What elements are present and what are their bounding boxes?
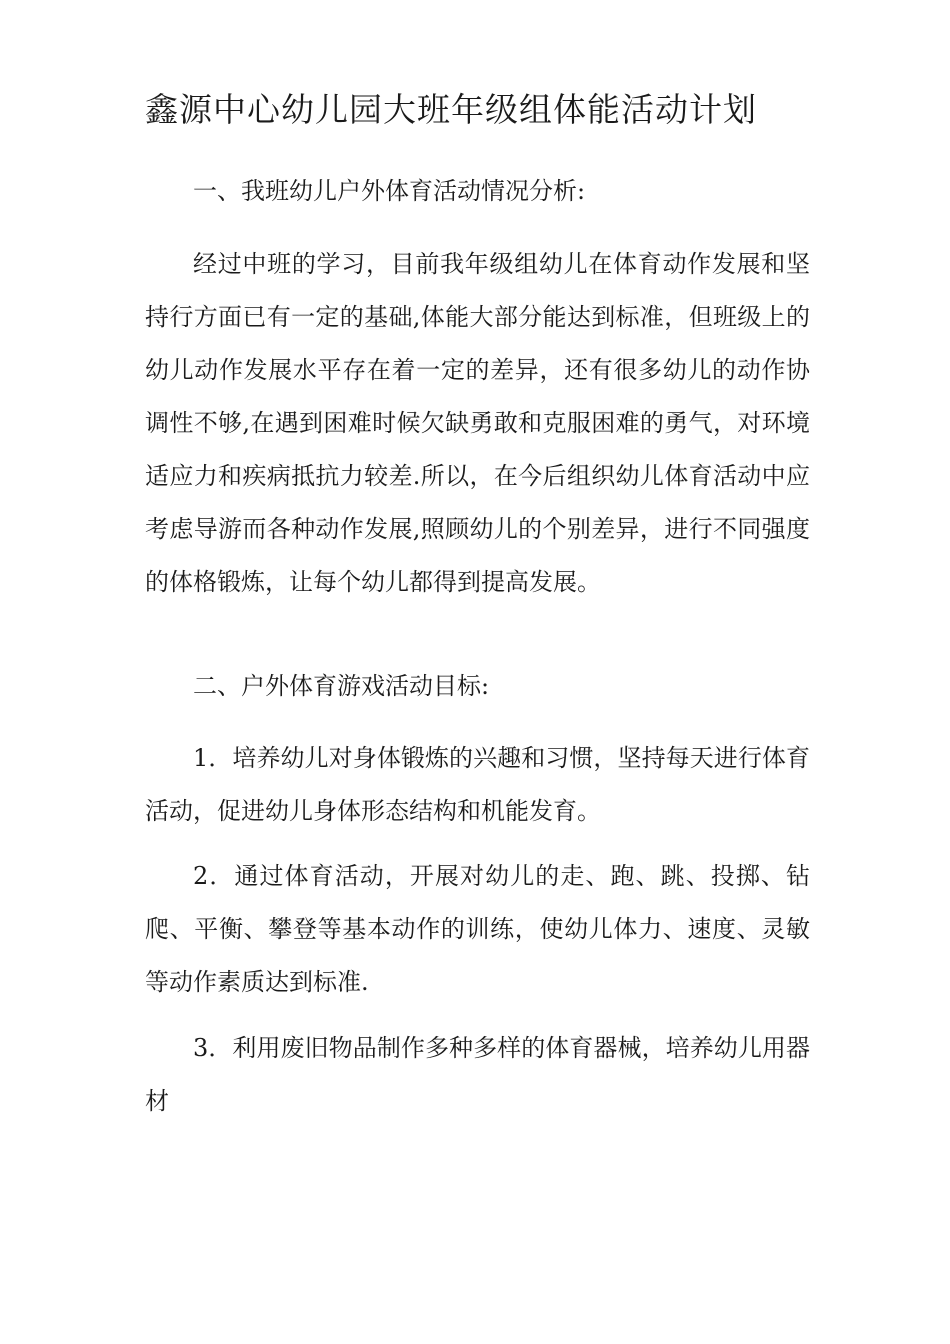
goal-item-3: 3．利用废旧物品制作多种多样的体育器械，培养幼儿用器材 [145, 1034, 810, 1115]
goal-item-2: 2．通过体育活动，开展对幼儿的走、跑、跳、投掷、钻爬、平衡、攀登等基本动作的训练，使幼儿体力、速度、灵敏等动作素质达到标准. [145, 862, 810, 996]
document-title: 鑫源中心幼儿园大班年级组体能活动计划 [145, 90, 757, 129]
section-heading-analysis: 一、我班幼儿户外体育活动情况分析: [193, 177, 586, 205]
analysis-paragraph: 经过中班的学习，目前我年级组幼儿在体育动作发展和坚持行方面已有一定的基础,体能大部分能达到标准，但班级上的幼儿动作发展水平存在着一定的差异，还有很多幼儿的动作协调性不够,在遇到困难时候欠缺勇敢和克服困难的勇气，对环境适应力和疾病抵抗力较差.所以，在今后组织幼儿体育活动中应考虑导游而各种动作发展,照顾幼儿的个别差异，进行不同强度的体格锻炼，让每个幼儿都得到提高发展。 [145, 250, 810, 596]
goal-item-1: 1．培养幼儿对身体锻炼的兴趣和习惯，坚持每天进行体育活动，促进幼儿身体形态结构和机能发育。 [145, 744, 810, 825]
section-heading-goals: 二、户外体育游戏活动目标: [193, 672, 490, 700]
